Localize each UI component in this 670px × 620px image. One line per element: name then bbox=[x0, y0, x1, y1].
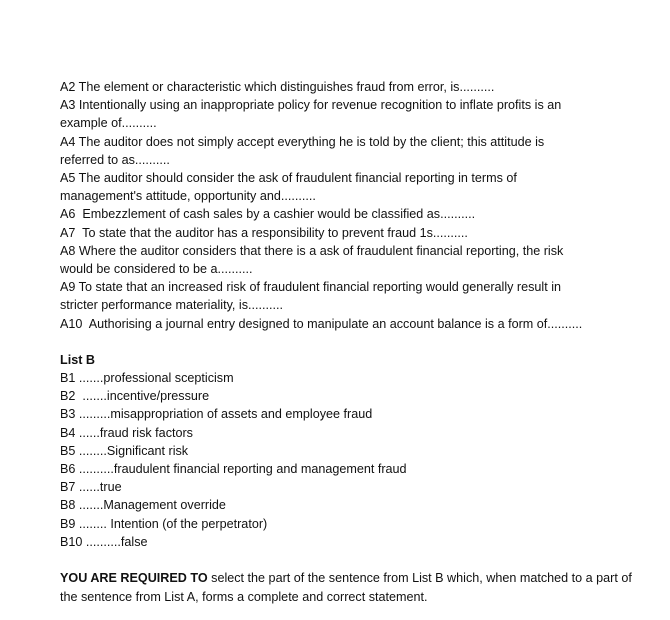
list-b-item: B1 .......professional scepticism bbox=[60, 371, 234, 386]
list-b-item: B8 .......Management override bbox=[60, 498, 226, 513]
list-b-item: B4 ......fraud risk factors bbox=[60, 425, 193, 440]
list-b-item: B10 ..........false bbox=[60, 534, 148, 549]
list-b-heading: List B bbox=[60, 352, 95, 367]
list-a-item: A7 To state that the auditor has a responsibility to prevent fraud 1s.......... bbox=[60, 225, 468, 240]
list-a-item: A8 Where the auditor considers that there is a ask of fraudulent financial reporting, the risk would be considered to be a.......... bbox=[60, 243, 564, 277]
instruction-text: select the part of the sentence from List B which, when matched to a part of the sentence from List A, forms a complete and correct statement. bbox=[60, 571, 632, 605]
list-b-item: B2 .......incentive/pressure bbox=[60, 389, 210, 404]
instruction bbox=[60, 569, 640, 607]
list-a-item: A2 The element or characteristic which distinguishes fraud from error, is.......... bbox=[60, 80, 495, 94]
list-b-item: B7 ......true bbox=[60, 480, 122, 495]
list-b-item: B6 ..........fraudulent financial reporting and management fraud bbox=[60, 462, 407, 477]
list-a-item: A4 The auditor does not simply accept everything he is told by the client; this attitude is referred to as.......... bbox=[60, 134, 545, 167]
list-a bbox=[60, 78, 640, 333]
list-b-item: B9 ........ Intention (of the perpetrator) bbox=[60, 516, 268, 531]
list-a-item: A5 The auditor should consider the ask of fraudulent financial reporting in terms of management's attitude, opportunity and.......... bbox=[60, 171, 517, 204]
list-b-item: B3 .........misappropriation of assets and employee fraud bbox=[60, 407, 373, 422]
list-b bbox=[60, 351, 640, 551]
question-text bbox=[60, 78, 640, 620]
list-b-item: B5 ........Significant risk bbox=[60, 443, 189, 458]
instruction-emphasis: YOU ARE REQUIRED TO bbox=[60, 571, 208, 586]
spacer bbox=[60, 551, 640, 569]
spacer bbox=[60, 333, 640, 351]
list-a-item: A10 Authorising a journal entry designed to manipulate an account balance is a form of.......... bbox=[60, 316, 583, 331]
list-a-item: A3 Intentionally using an inappropriate policy for revenue recognition to inflate profits is an example of.......... bbox=[60, 98, 562, 131]
list-a-item: A6 Embezzlement of cash sales by a cashier would be classified as.......... bbox=[60, 207, 476, 222]
list-a-item: A9 To state that an increased risk of fraudulent financial reporting would generally result in stricter performance materiality, is.......... bbox=[60, 280, 562, 313]
